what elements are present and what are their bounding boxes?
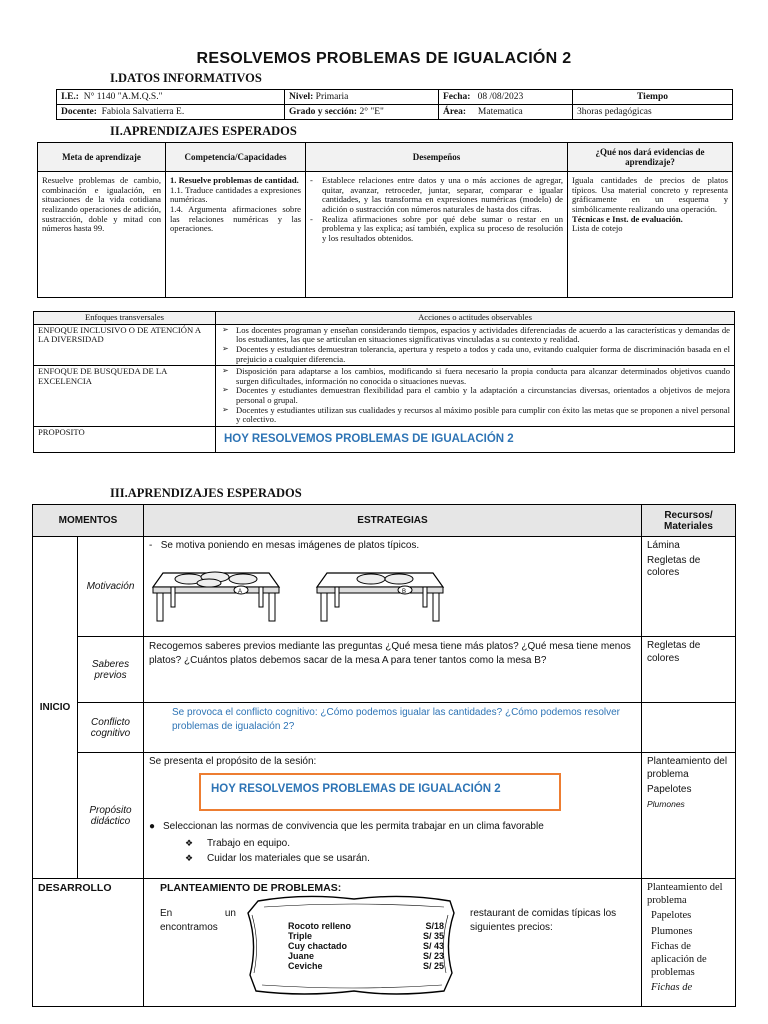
menu-item: Cuy chactado S/ 43 xyxy=(288,941,444,951)
table-b-illustration xyxy=(317,573,443,621)
meta-cell: Resuelve problemas de cambio, combinación e igualación, en situaciones de la vida cotidiana realizando operaciones de adición, sustracción, doble y mitad con números hasta 99. xyxy=(38,172,166,298)
menu-list xyxy=(288,921,444,971)
nivel-cell: Nivel: Primaria xyxy=(285,90,439,105)
header-desempenos: Desempeños xyxy=(306,143,568,172)
header-competencia: Competencia/Capacidades xyxy=(166,143,306,172)
planteamiento-title: PLANTEAMIENTO DE PROBLEMAS: xyxy=(160,882,342,894)
enfoque-inclusivo-acciones xyxy=(216,324,735,366)
fecha-cell: Fecha: 08 /08/2023 xyxy=(439,90,573,105)
menu-item: Ceviche S/ 25 xyxy=(288,961,444,971)
momentos-table xyxy=(32,504,736,1007)
table-b-label: B xyxy=(402,589,407,595)
desarrollo-recursos: Planteamiento del problema Papelotes Plumones Fichas de aplicación de problemas Fichas de xyxy=(642,879,736,1007)
motivacion-label: Motivación xyxy=(78,537,144,637)
proposito-label: PROPOSITO xyxy=(34,426,216,452)
tables-illustration xyxy=(149,553,589,625)
proposito-cell: Se presenta el propósito de la sesión: HOY RESOLVEMOS PROBLEMAS DE IGUALACIÓN 2 ● Seleccionan las normas de convivencia que les permita trabajar en un clima favorable ❖ Trabajo en equipo. ❖ Cuidar los materiales que se usarán. xyxy=(144,753,642,879)
desempenos-cell: - Establece relaciones entre datos y una o más acciones de agregar, quitar, avanzar, retroceder, juntar, separar, comparar e igualar cantidades, y las transforma en expresiones numéricas (modelo) de adición o sustracción con números naturales de hasta dos cifras. - Realiza afirmaciones sobre por qué debe sumar o restar en un problema y las explica; así también, explica su proceso de resolución y los resultados obtenidos. xyxy=(306,172,568,298)
table-a-illustration xyxy=(153,572,279,621)
enfoque-excelencia: ENFOQUE DE BUSQUEDA DE LA EXCELENCIA xyxy=(34,366,216,427)
norma-item: ❖ Trabajo en equipo. xyxy=(185,838,291,849)
section-aprendizajes-3: III.APRENDIZAJES ESPERADOS xyxy=(110,486,302,500)
competencia-cell: 1. Resuelve problemas de cantidad. 1.1. Traduce cantidades a expresiones numéricas. 1.4. Argumenta afirmaciones sobre las relaciones numéricas y las operaciones. xyxy=(166,172,306,298)
header-enfoques: Enfoques transversales xyxy=(34,312,216,325)
enfoques-table xyxy=(33,311,735,453)
list-item: ➢ Docentes y estudiantes demuestran flexibilidad para el cambio y la adaptación a circunstancias diversas, orientados a objetivos de mejora personal o grupal. xyxy=(220,386,730,405)
aprendizajes-table xyxy=(37,142,733,298)
planteamiento-right: restaurant de comidas típicas los siguientes precios: xyxy=(470,908,617,933)
normas-text: ● Seleccionan las normas de convivencia que les permita trabajar en un clima favorable xyxy=(149,821,544,832)
proposito-box: HOY RESOLVEMOS PROBLEMAS DE IGUALACIÓN 2 xyxy=(199,773,561,811)
enfoque-inclusivo: ENFOQUE INCLUSIVO O DE ATENCIÓN A LA DIVERSIDAD xyxy=(34,324,216,366)
saberes-recursos: Regletas de colores xyxy=(642,637,736,703)
enfoque-excelencia-acciones xyxy=(216,366,735,427)
proposito-label: Propósito didáctico xyxy=(78,753,144,879)
ie-cell: I.E.: N° 1140 "A.M.Q.S." xyxy=(57,90,285,105)
info-table xyxy=(56,89,733,120)
menu-item: Triple S/ 35 xyxy=(288,931,444,941)
desarrollo-label: DESARROLLO xyxy=(33,879,144,1007)
section-datos-informativos: I.DATOS INFORMATIVOS xyxy=(110,71,262,85)
list-item: ➢ Los docentes programan y enseñan considerando tiempos, espacios y actividades diferenciadas de acuerdo a las características y demandas de los estudiantes, las que se articulan en situaciones significativas vinculadas a su contexto y realidad. xyxy=(220,326,730,345)
planteamiento-left: En un encontramos xyxy=(160,908,236,933)
list-item: ➢ Docentes y estudiantes demuestran tolerancia, apertura y respeto a todos y cada uno, evitando cualquier forma de discriminación basada en el prejuicio a cualquier diferencia. xyxy=(220,345,730,364)
menu-item: Rocoto relleno S/18 xyxy=(288,921,444,931)
docente-cell: Docente: Fabiola Salvatierra E. xyxy=(57,105,285,120)
desarrollo-cell xyxy=(144,879,642,1007)
conflicto-text: Se provoca el conflicto cognitivo: ¿Cómo podemos igualar las cantidades? ¿Cómo podemos resolver problemas de igualación 2? xyxy=(144,703,642,753)
list-item: ➢ Docentes y estudiantes utilizan sus cualidades y recursos al máximo posible para cumplir con éxito las metas que se proponen a nivel personal y colectivo. xyxy=(220,406,730,425)
menu-item: Juane S/ 23 xyxy=(288,951,444,961)
motivacion-text: Se motiva poniendo en mesas imágenes de platos típicos. xyxy=(160,540,420,551)
saberes-label: Saberes previos xyxy=(78,637,144,703)
header-meta: Meta de aprendizaje xyxy=(38,143,166,172)
header-estrategias: ESTRATEGIAS xyxy=(144,505,642,537)
header-evidencias: ¿Qué nos dará evidencias de aprendizaje? xyxy=(568,143,733,172)
document-title: RESOLVEMOS PROBLEMAS DE IGUALACIÓN 2 xyxy=(196,50,572,67)
motivacion-recursos: Lámina Regletas de colores xyxy=(642,537,736,637)
list-item: ➢ Disposición para adaptarse a los cambios, modificando si fuera necesario la propia conducta para alcanzar determinados objetivos cuando surgen dificultades, información no conocida o situaciones nuevas. xyxy=(220,367,730,386)
motivacion-cell: - Se motiva poniendo en mesas imágenes de platos típicos. A B xyxy=(144,537,642,637)
evidencias-cell: Iguala cantidades de precios de platos típicos. Usa material concreto y representa gráficamente en un esquema y simbólicamente realizando una operación. Técnicas e Inst. de evaluación. Lista de cotejo xyxy=(568,172,733,298)
saberes-text: Recogemos saberes previos mediante las preguntas ¿Qué mesa tiene más platos? ¿Qué mesa tiene menos platos? ¿Cuántos platos debemos sacar de la mesa A para tener tantos como la mesa B? xyxy=(144,637,642,703)
section-aprendizajes: II.APRENDIZAJES ESPERADOS xyxy=(110,124,297,138)
norma-item: ❖ Cuidar los materiales que se usarán. xyxy=(185,853,370,864)
header-acciones: Acciones o actitudes observables xyxy=(216,312,735,325)
table-a-label: A xyxy=(238,589,243,595)
tiempo-header: Tiempo xyxy=(573,90,733,105)
tiempo-value: 3horas pedagógicas xyxy=(573,105,733,120)
proposito-value: HOY RESOLVEMOS PROBLEMAS DE IGUALACIÓN 2 xyxy=(216,426,735,452)
header-momentos: MOMENTOS xyxy=(33,505,144,537)
header-recursos: Recursos/ Materiales xyxy=(642,505,736,537)
proposito-recursos: Planteamiento del problema Papelotes Plumones xyxy=(642,753,736,879)
inicio-label: INICIO xyxy=(33,537,78,879)
conflicto-label: Conflicto cognitivo xyxy=(78,703,144,753)
area-cell: Área: Matematica xyxy=(439,105,573,120)
conflicto-recursos xyxy=(642,703,736,753)
grado-cell: Grado y sección: 2° "E" xyxy=(285,105,439,120)
